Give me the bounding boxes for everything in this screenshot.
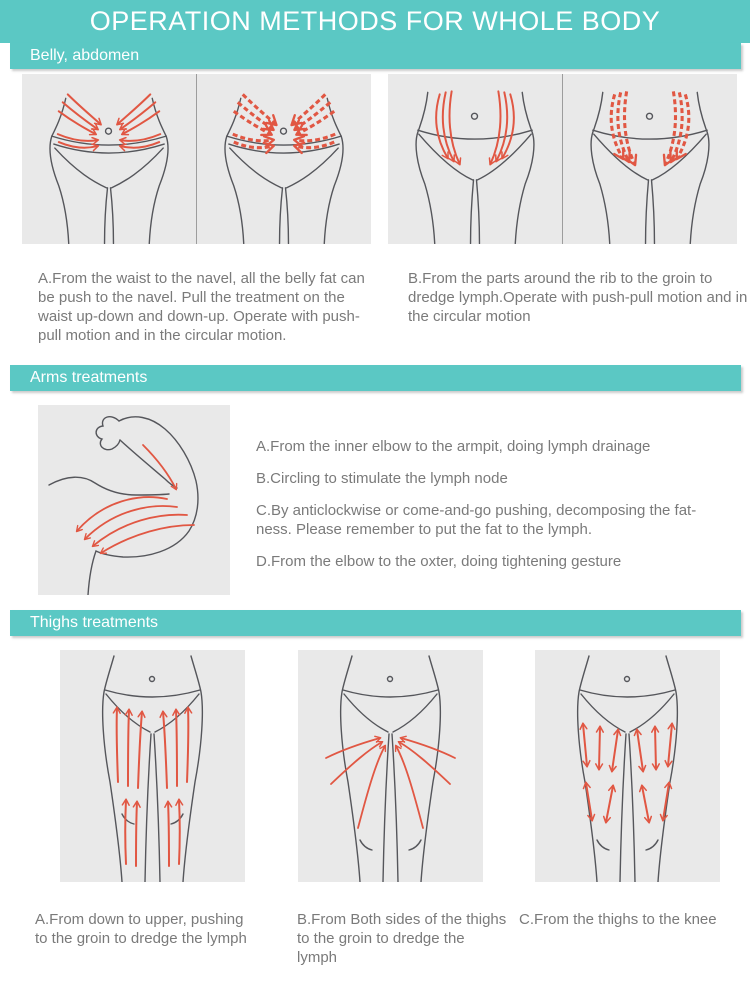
belly-diagram-b-solid — [388, 74, 562, 244]
thigh-diagram-a — [60, 650, 245, 882]
belly-push-to-navel-dashed-diagram — [197, 74, 371, 244]
main-title-bar — [0, 0, 750, 43]
thigh-upward-push-diagram — [60, 650, 245, 882]
thigh-caption-a: A.From down to upper, pushing to the groin to dredge the lymph — [35, 911, 247, 947]
arms-section-header — [10, 365, 741, 391]
arms-section-title: Arms treatments — [30, 369, 148, 386]
arms-instruction-item-d: D.From the elbow to the oxter, doing tightening gesture — [256, 553, 622, 570]
belly-captions-row — [0, 254, 750, 360]
belly-caption-a: A.From the waist to the navel, all the belly fat can be push to the navel. Pull the treatment on the waist up-down and down-up. Operate with push-pull motion and in the circular motion. — [38, 270, 365, 344]
arms-instruction-list — [256, 437, 728, 595]
belly-rib-to-groin-dashed-diagram — [563, 74, 737, 244]
arms-instruction-item-a: A.From the inner elbow to the armpit, doing lymph drainage — [256, 438, 651, 455]
belly-diagram-a-dashed — [197, 74, 371, 244]
belly-caption-b: B.From the parts around the rib to the groin to dredge lymph.Operate with push-pull motion and in the circular motion — [408, 270, 748, 325]
thigh-captions-row — [0, 895, 750, 982]
thighs-section-title: Thighs treatments — [30, 614, 159, 631]
thigh-to-knee-diagram — [535, 650, 720, 882]
arms-instruction-item-c: C.By anticlockwise or come-and-go pushing, decomposing the fat-ness. Please remember to put the fat to the lymph. — [256, 502, 697, 538]
arm-massage-diagram — [38, 405, 230, 595]
belly-section-title: Belly, abdomen — [30, 47, 140, 64]
arms-content-row — [0, 405, 750, 595]
arms-section — [0, 365, 750, 595]
thigh-caption-b: B.From Both sides of the thighs to the groin to dredge the lymph — [297, 911, 507, 966]
belly-diagram-group-a — [22, 74, 371, 244]
belly-diagram-b-dashed — [563, 74, 737, 244]
arm-diagram-panel — [38, 405, 230, 595]
belly-push-to-navel-diagram — [22, 74, 196, 244]
belly-section — [0, 43, 750, 360]
belly-section-header — [10, 43, 741, 69]
belly-diagram-group-b — [388, 74, 737, 244]
arms-instruction-item-b: B.Circling to stimulate the lymph node — [256, 470, 508, 487]
belly-rib-to-groin-diagram — [388, 74, 562, 244]
belly-diagram-row — [0, 74, 750, 244]
thighs-section — [0, 610, 750, 982]
thigh-caption-c: C.From the thighs to the knee — [519, 911, 717, 928]
belly-diagram-a-solid — [22, 74, 196, 244]
thigh-diagram-c — [535, 650, 720, 882]
thigh-to-groin-diagram — [298, 650, 483, 882]
page-title: OPERATION METHODS FOR WHOLE BODY — [89, 6, 661, 36]
thigh-diagram-b — [298, 650, 483, 882]
thighs-section-header — [10, 610, 741, 636]
thigh-diagram-row — [0, 650, 750, 882]
